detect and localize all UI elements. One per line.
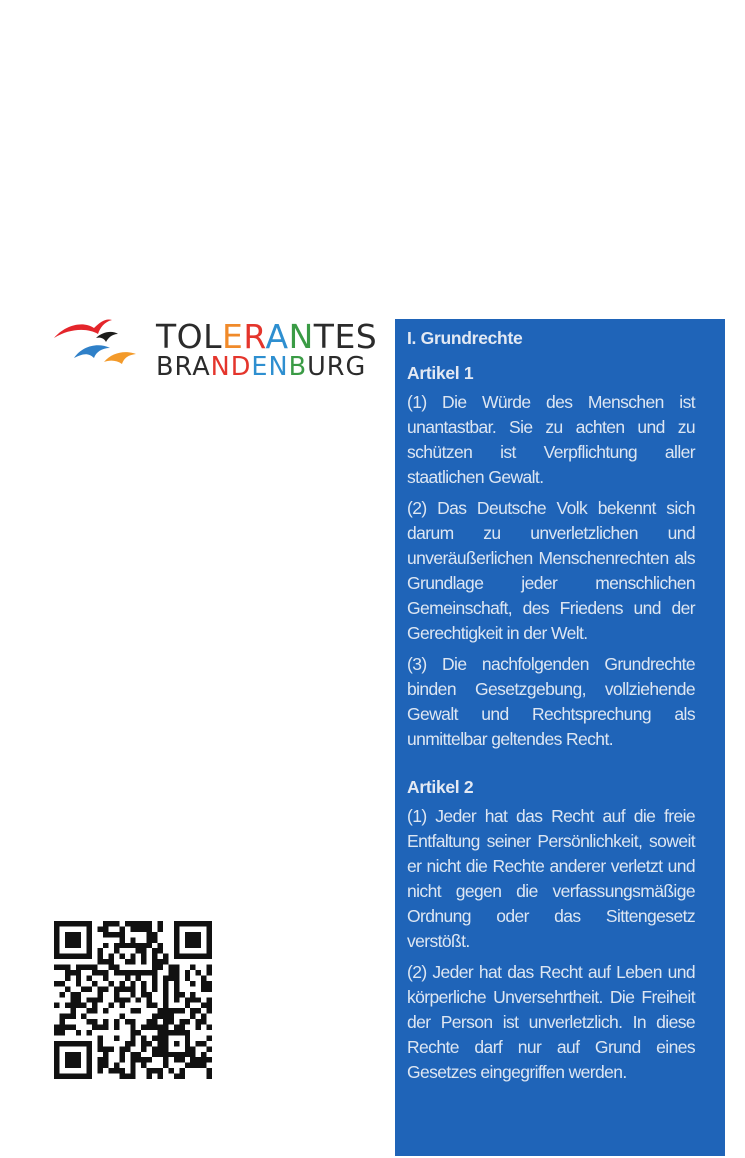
logo-letter: T	[313, 317, 335, 356]
article-2-paragraph-1: (1) Jeder hat das Recht auf die freie Entfaltung seiner Persönlichkeit, soweit er nicht die Rechte anderer verletzt und nicht gegen die verfassungsmäßige Ordnung oder das Sittengesetz verstößt.	[407, 806, 695, 951]
logo-letter: G	[345, 352, 367, 382]
logo-letter: A	[192, 352, 211, 382]
logo-letter: N	[210, 352, 231, 382]
logo-word-tolerantes	[156, 317, 378, 356]
article-1-paragraph-3: (3) Die nachfolgenden Grundrechte binden Gesetzgebung, vollziehende Gewalt und Rechtsprechung als unmittelbar geltendes Recht.	[407, 654, 695, 749]
logo-letter: E	[251, 352, 269, 382]
logo-letter: B	[156, 352, 175, 382]
logo-letter: B	[288, 352, 308, 382]
logo-wordmark	[156, 317, 378, 382]
article-2-paragraph-2: (2) Jeder hat das Recht auf Leben und körperliche Unversehrtheit. Die Freiheit der Person ist unverletzlich. In diese Rechte darf nur auf Grund eines Gesetzes eingegriffen werden.	[407, 962, 695, 1082]
tolerantes-brandenburg-logo	[52, 316, 378, 388]
article-1-title: Artikel 1	[407, 363, 474, 383]
logo-letter: O	[176, 317, 204, 356]
logo-letter: L	[203, 317, 223, 356]
logo-letter: R	[243, 317, 266, 356]
logo-letter: N	[268, 352, 289, 382]
birds-logo-icon	[52, 316, 148, 372]
logo-letter: N	[288, 317, 314, 356]
logo-letter: E	[222, 317, 244, 356]
logo-letter: U	[307, 352, 327, 382]
article-1-paragraph-2: (2) Das Deutsche Volk bekennt sich darum zu unverletzlichen und unveräußerlichen Menschenrechten als Grundlage jeder menschlichen Gemeinschaft, des Friedens und der Gerechtigkeit in der Welt.	[407, 498, 695, 643]
article-2-title: Artikel 2	[407, 777, 474, 797]
grundrechte-panel	[395, 319, 725, 1156]
logo-letter: T	[156, 317, 177, 356]
logo-letter: R	[326, 352, 346, 382]
section-title: I. Grundrechte	[407, 328, 523, 348]
logo-letter: D	[230, 352, 252, 382]
logo-letter: E	[334, 317, 356, 356]
logo-letter: A	[265, 317, 289, 356]
qr-code[interactable]	[54, 921, 212, 1079]
logo-word-brandenburg	[156, 352, 377, 382]
article-1-paragraph-1: (1) Die Würde des Menschen ist unantastbar. Sie zu achten und zu schützen ist Verpflichtung aller staatlichen Gewalt.	[407, 392, 695, 487]
logo-letter: R	[174, 352, 193, 382]
logo-letter: S	[355, 317, 378, 356]
